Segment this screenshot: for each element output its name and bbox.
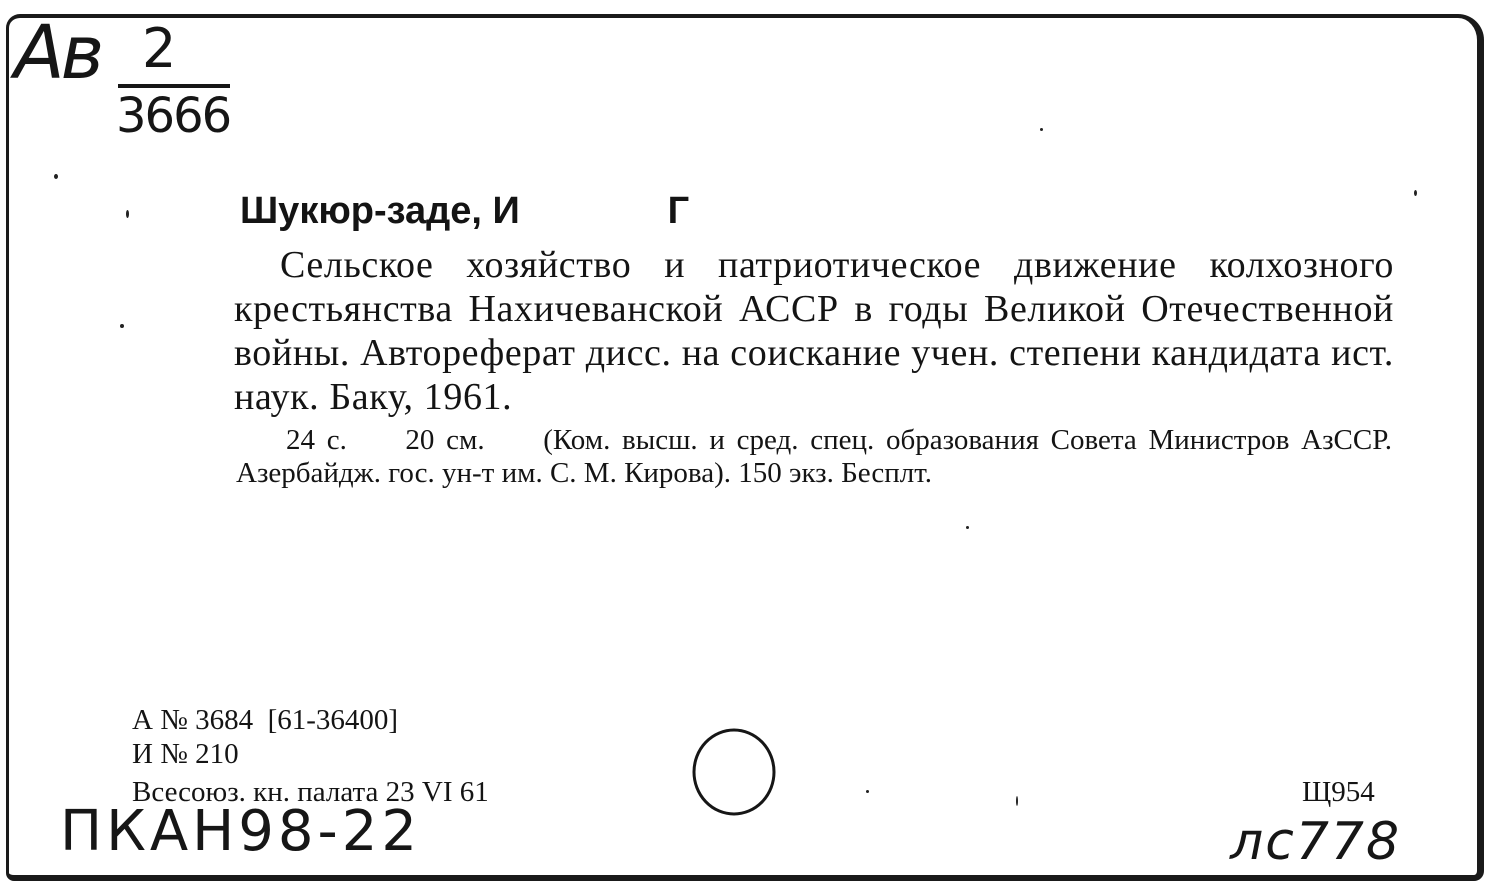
scan-speck [1016, 796, 1018, 806]
shelfmark-denominator: 3666 [116, 88, 231, 144]
handwritten-code-right: лс778 [1230, 812, 1402, 872]
scan-speck [1040, 128, 1043, 131]
entry-title: Сельское хозяйство и патриотическое движение колхозного крестьянства Нахичеванской АССР в годы Великой Отечественной войны. Автореферат дисс. на соискание учен. степени кандидата ист. наук. Баку, 1961. [234, 244, 1394, 418]
scan-speck [866, 790, 869, 793]
registration-line-1: А № 3684 [61-36400] [132, 704, 399, 736]
scan-speck [120, 324, 124, 328]
scan-speck [126, 210, 129, 218]
scan-speck [54, 174, 58, 179]
entry-author: Шукюр-заде, И Г [240, 190, 690, 232]
shelfmark-prefix: Ав [14, 10, 101, 96]
handwritten-code-left: ПКАН98-22 [60, 799, 422, 864]
punch-circle-icon [690, 722, 778, 818]
registration-line-2: И № 210 [132, 738, 239, 770]
scan-speck [966, 526, 969, 529]
shelfmark-numerator: 2 [142, 17, 177, 80]
entry-description: 24 с. 20 см. (Ком. высш. и сред. спец. образования Совета Министров АзССР. Азербайдж. гос. ун-т им. С. М. Кирова). 150 экз. Бесплт. [236, 424, 1400, 489]
scan-speck [1414, 190, 1417, 196]
classmark: Щ954 [1302, 776, 1375, 808]
registration-line-3: Всесоюз. кн. палата 23 VI 61 [132, 776, 489, 808]
